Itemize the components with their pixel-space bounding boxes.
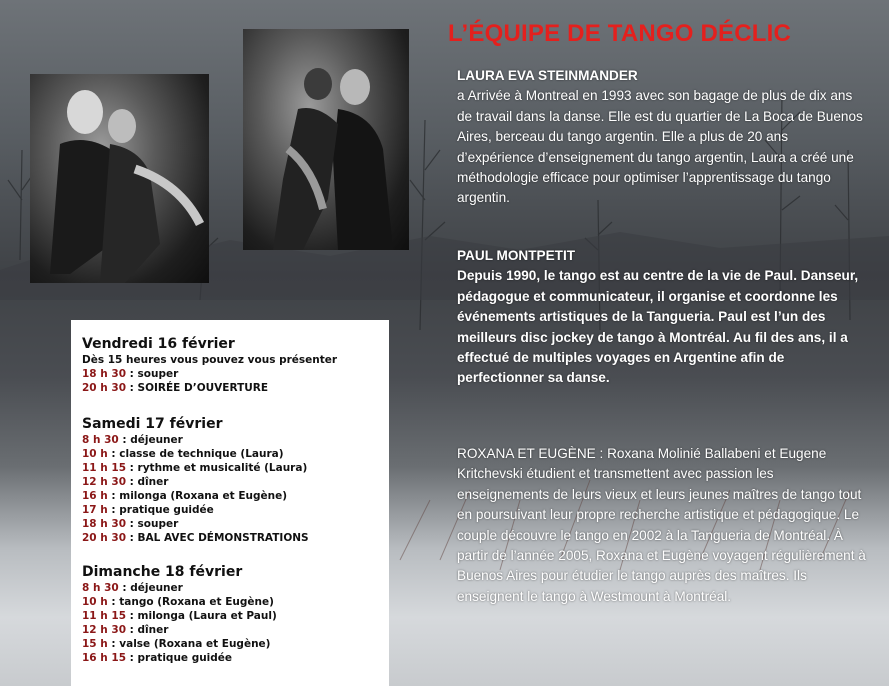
bio-text: a Arrivée à Montreal en 1993 avec son bagage de plus de dix ans de travail dans la danse. Elle est du quartier de La Boca de Buenos Aires, berceau du tango argentin. Elle a plus de 20 ans d’expérience d’enseignement du tango argentin, Laura a créé une méthodologie efficace pour optimiser l’apprentissage du tango argentin. <box>457 88 863 206</box>
day-heading: Dimanche 18 février <box>82 564 243 580</box>
bio-name: PAUL MONTPETIT <box>457 248 576 263</box>
tango-photo-left <box>30 74 209 283</box>
schedule-item: 11 h 15 : milonga (Laura et Paul) <box>82 610 277 622</box>
schedule-day-saturday <box>82 416 382 545</box>
schedule-item: Dès 15 heures vous pouvez vous présenter <box>82 354 338 366</box>
day-heading: Vendredi 16 février <box>82 336 235 352</box>
bio-roxana-eugene <box>457 444 867 607</box>
bio-name: LAURA EVA STEINMANDER <box>457 68 638 83</box>
bio-laura <box>457 66 867 209</box>
schedule-box <box>71 320 389 686</box>
schedule-item: 12 h 30 : dîner <box>82 476 169 488</box>
schedule-day-friday <box>82 336 382 395</box>
schedule-item: 16 h 15 : pratique guidée <box>82 652 233 664</box>
schedule-item: 10 h : classe de technique (Laura) <box>82 448 284 460</box>
tango-photo-right <box>243 29 409 250</box>
bio-text: Roxana Molinié Ballabeni et Eugene Kritchevski étudient et transmettent avec passion les enseignements de leurs vieux et leurs jeunes maîtres de tango tout en poursuivant leur propre recherche artistique et pédagogique. Le couple découvre le tango en 2002 à la Tangueria de Montréal. À partir de l’année 2005, Roxana et Eugène voyagent régulièrement à Buenos Aires pour étudier le tango auprès des maîtres. Ils enseignent le tango à Westmount à Montréal. <box>457 446 866 604</box>
bio-text: Depuis 1990, le tango est au centre de la vie de Paul. Danseur, pédagogue et communicateur, il organise et coordonne les événements artistiques de la Tangueria. Paul est l’un des meilleurs disc jockey de tango à Montréal. Au fil des ans, il a effectué de multiples voyages en Argentine afin de perfectionner sa danse. <box>457 268 859 386</box>
schedule-item: 10 h : tango (Roxana et Eugène) <box>82 596 274 608</box>
schedule-item: 12 h 30 : dîner <box>82 624 169 636</box>
bio-paul <box>457 246 867 389</box>
schedule-item: 8 h 30 : déjeuner <box>82 434 183 446</box>
bio-name-inline: ROXANA ET EUGÈNE : <box>457 446 604 461</box>
schedule-item: 18 h 30 : souper <box>82 518 179 530</box>
page-title: L’ÉQUIPE DE TANGO DÉCLIC <box>448 20 792 47</box>
dancing-couple-image-2 <box>243 29 409 250</box>
schedule-item: 17 h : pratique guidée <box>82 504 214 516</box>
schedule-item: 18 h 30 : souper <box>82 368 179 380</box>
schedule-day-sunday <box>82 564 382 665</box>
dancing-couple-image <box>30 74 209 283</box>
schedule-item: 8 h 30 : déjeuner <box>82 582 183 594</box>
schedule-item: 16 h : milonga (Roxana et Eugène) <box>82 490 287 502</box>
schedule-item: 15 h : valse (Roxana et Eugène) <box>82 638 271 650</box>
schedule-item: 20 h 30 : BAL AVEC DÉMONSTRATIONS <box>82 532 309 544</box>
schedule-item: 11 h 15 : rythme et musicalité (Laura) <box>82 462 308 474</box>
schedule-item: 20 h 30 : SOIRÉE D’OUVERTURE <box>82 382 269 394</box>
day-heading: Samedi 17 février <box>82 416 223 432</box>
